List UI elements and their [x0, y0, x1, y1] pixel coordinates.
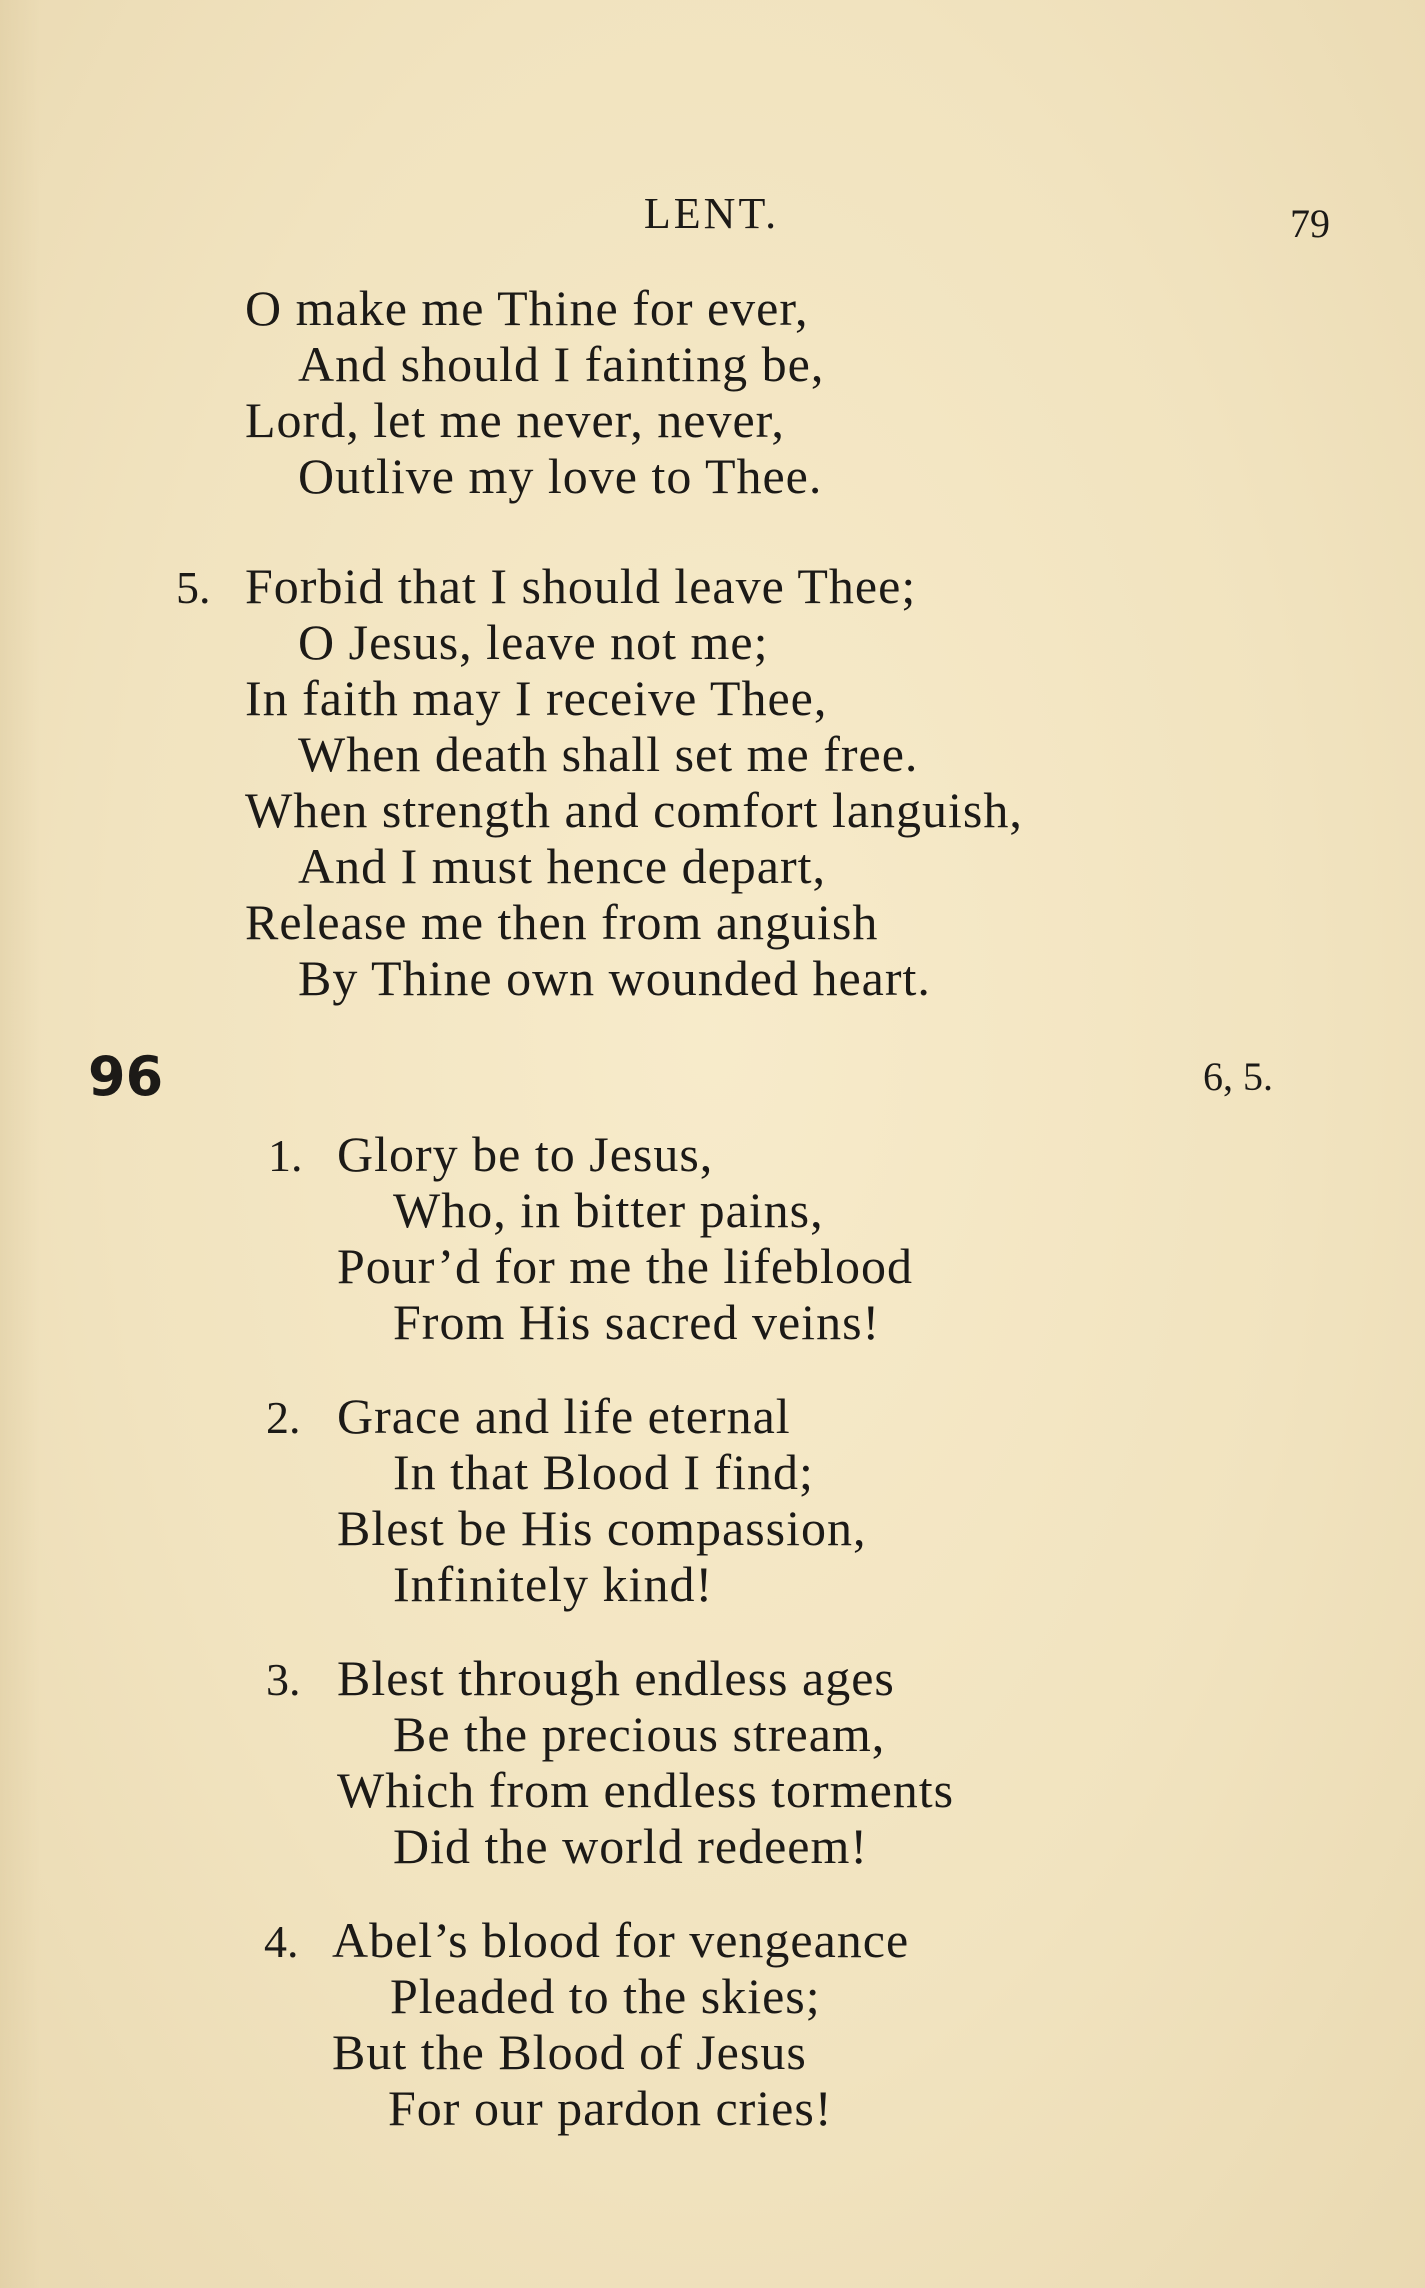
verse-number: 1. — [268, 1130, 303, 1181]
verse-line: Release me then from anguish — [245, 894, 879, 950]
verse-line: Grace and life eternal — [337, 1388, 791, 1444]
verse-line: In that Blood I find; — [393, 1444, 814, 1500]
verse-line: Did the world redeem! — [393, 1818, 869, 1874]
verse-line: Blest be His compassion, — [337, 1500, 867, 1556]
verse-line: Outlive my love to Thee. — [298, 448, 823, 504]
verse-line: When death shall set me free. — [298, 726, 919, 782]
hymn-meter: 6, 5. — [1203, 1054, 1273, 1099]
verse-line: From His sacred veins! — [393, 1294, 881, 1350]
verse-line: And should I fainting be, — [298, 336, 825, 392]
verse-line: Which from endless torments — [337, 1762, 955, 1818]
verse-line: O make me Thine for ever, — [245, 280, 809, 336]
verse-line: Abel’s blood for vengeance — [332, 1912, 910, 1968]
verse-line: Pleaded to the skies; — [390, 1968, 821, 2024]
verse-line: Infinitely kind! — [393, 1556, 714, 1612]
verse-line: Forbid that I should leave Thee; — [245, 558, 917, 614]
verse-line: Blest through endless ages — [337, 1650, 895, 1706]
verse-line: Who, in bitter pains, — [393, 1182, 824, 1238]
verse-line: And I must hence depart, — [298, 838, 827, 894]
page-number: 79 — [1290, 201, 1330, 246]
verse-line: In faith may I receive Thee, — [245, 670, 828, 726]
verse-line: Lord, let me never, never, — [245, 392, 785, 448]
verse-line: For our pardon cries! — [388, 2080, 833, 2136]
verse-line: When strength and comfort languish, — [245, 782, 1023, 838]
verse-number: 3. — [266, 1654, 301, 1705]
verse-line: Be the precious stream, — [393, 1706, 886, 1762]
verse-number: 5. — [176, 562, 211, 613]
verse-line: By Thine own wounded heart. — [298, 950, 931, 1006]
verse-number: 2. — [266, 1392, 301, 1443]
verse-line: But the Blood of Jesus — [332, 2024, 807, 2080]
hymn-number: 96 — [88, 1045, 164, 1108]
verse-line: O Jesus, leave not me; — [298, 614, 769, 670]
verse-number: 4. — [264, 1916, 299, 1967]
header-title: LENT. — [643, 189, 780, 238]
verse-line: Glory be to Jesus, — [337, 1126, 714, 1182]
running-header — [0, 188, 1425, 239]
verse-line: Pour’d for me the lifeblood — [337, 1238, 913, 1294]
